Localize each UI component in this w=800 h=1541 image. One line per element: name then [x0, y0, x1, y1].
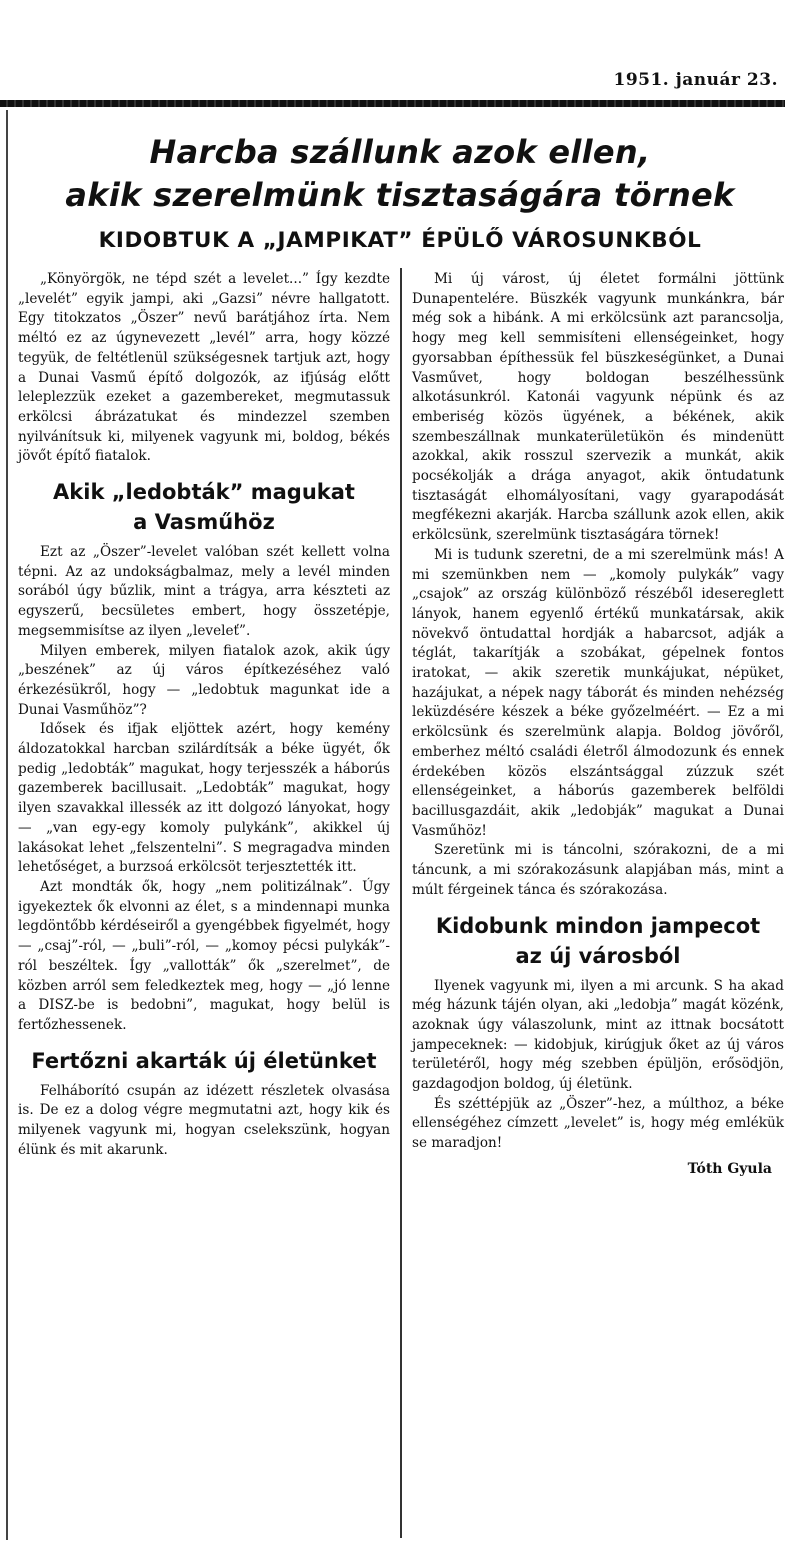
section-title-line: Kidobunk mindon jampecot [435, 913, 761, 938]
section-title-line: a Vasműhöz [133, 510, 275, 535]
section-title-kidobunk [412, 911, 784, 971]
left-column [18, 270, 390, 1160]
paragraph: Mi is tudunk szeretni, de a mi szerelmünk más! A mi szemünkben nem — „komoly pulykák” vagy „csajok” az ország különböző részéből idesereglett lányok, hanem egyenlő értékű munkatársak, akik növekvő öntudattal hordják a habarcsot, adják a téglát, takarítják a szobákat, gépelnek fontos iratokat, — akik szeretik munkájukat, népüket, hazájukat, a népek nagy táborát és minden nehézség leküzdésére készek a béke győzelméért. — Ez a mi erkölcsünk és szerelmünk alapja. Boldog jövőről, emberhez méltó családi életről álmodozunk és ennek érdekében közös elszántsággal zúzzuk szét ellenségeinket, a háborús gazemberek belföldi bacillusgazdáit, akik „ledobják” magukat a Dunai Vasműhöz! [412, 546, 784, 839]
issue-date: 1951. január 23. [613, 70, 778, 90]
left-border-rule [6, 110, 8, 1540]
section-title-line: Akik „ledobták” magukat [53, 480, 355, 505]
author-signature: Tóth Gyula [687, 1160, 772, 1177]
paragraph: És széttépjük az „Öszer”-hez, a múlthoz, a béke ellenségéhez címzett „levelet” is, hogy még emlékük se maradjon! [412, 1095, 784, 1152]
headline-line-1: Harcba szállunk azok ellen, [149, 133, 651, 171]
section-title-ledobtak [18, 477, 390, 537]
paragraph: Szeretünk mi is táncolni, szórakozni, de a mi táncunk, a mi szórakozásunk alapjában más, mint a múlt férgeinek tánca és szórakozása. [412, 842, 784, 898]
paragraph: Milyen emberek, milyen fiatalok azok, akik úgy „beszének” az új város építkezéséhez való érkezésükről, hogy — „ledobtuk magunkat ide a Dunai Vasműhöz”? [18, 642, 390, 718]
subheadline: KIDOBTUK A „JAMPIKAT” ÉPÜLŐ VÁROSUNKBÓL [98, 228, 702, 253]
right-column [412, 270, 784, 1180]
intro-paragraph: „Könyörgök, ne tépd szét a levelet...” Így kezdte „levelét” egyik jampi, aki „Gazsi” névre hallgatott. Egy titokzatos „Öszer” nevű barátjához írta. Nem méltó ez az úgynevezett „levél” arra, hogy közzé tegyük, de feltétlenül szükségesnek tartjuk azt, hogy a Dunai Vasmű építő dolgozók, az ifjúság előtt leleplezzük ezeket a gazembereket, megmutassuk erkölcsi ábrázatukat és mindezzel szemben nyilvánítsuk ki, milyenek vagyunk mi, boldog, békés jövőt építő fiatalok. [18, 271, 390, 465]
top-rule [0, 100, 785, 107]
paragraph: Azt mondták ők, hogy „nem politizálnak”. Úgy igyekeztek ők elvonni az élet, s a mindennapi munka legdöntőbb kérdéseiről a gyengébbek figyelmét, hogy — „csaj”-ról, — „buli”-ról, — „komoy pécsi pulykák”-ról beszéltek. Így „vallották” ők „szerelmet”, de közben arról sem feledkeztek meg, hogy — „jó lenne a DISZ-be is bedobni”, magukat, hogy belül is fertőzhessenek. [18, 878, 390, 1033]
paragraph: Idősek és ifjak eljöttek azért, hogy kemény áldozatokkal harcban szilárdítsák a béke ügyét, ők pedig „ledobták” magukat, hogy terjesszék a háborús gazemberek bacillusait. „Ledobták” magukat, hogy ilyen szavakkal illessék az itt dolgozó lányokat, hogy — „van egy-egy komoly pulykánk”, akikkel új lakásokat lehet „felszentelni”. S megragadva minden lehetőséget, a burzsoá erkölcsöt terjesztették itt. [18, 721, 390, 876]
section-title-fertozni: Fertőzni akarták új életünket [31, 1048, 377, 1073]
paragraph: Mi új várost, új életet formálni jöttünk Dunapentelére. Büszkék vagyunk munkánkra, bár még sok a hibánk. A mi erkölcsünk azt parancsolja, hogy meg kell semmisíteni ellenségeinket, hogy gyorsabban építhessük fel büszkeségünket, a Dunai Vasművet, hogy boldogan beszélhessünk alkotásunkról. Katonái vagyunk népünk és az emberiség közös ügyének, a békének, akik szembeszállnak munkaterületükön és mindenütt azokkal, akik rosszul szervezik a munkát, akik pocsékolják a drága anyagot, akik öntudatunk tisztaságát elhomályosítani, vagy gyarapodását megfékezni akarják. Harcba szállunk azok ellen, akik erkölcsünk, szerelmünk tisztaságára törnek! [412, 271, 784, 544]
section-title-line: az új városból [515, 943, 681, 968]
paragraph: Ilyenek vagyunk mi, ilyen a mi arcunk. S ha akad még házunk tájén olyan, aki „ledobja” magát közénk, azoknak úgy válaszolunk, mint az ittnak bocsátott jampeceknek: — kidobjuk, kirúgjuk őket az új város területéről, hogy még szebben épüljön, erősödjön, gazdagodjon boldog, új életünk. [412, 977, 784, 1093]
headline-line-2: akik szerelmünk tisztaságára törnek [65, 176, 735, 214]
column-divider [400, 268, 402, 1538]
paragraph: Felháborító csupán az idézett részletek olvasása is. De ez a dolog végre megmutatni azt, hogy kik és milyenek vagyunk mi, hogyan cselekszünk, hogyan élünk és mit akarunk. [18, 1082, 390, 1158]
paragraph: Ezt az „Öszer”-levelet valóban szét kellett volna tépni. Az az undokságbalmaz, mely a levél minden sorából úgy bűzlik, mint a trágya, arra készteti az egyszerű, becsületes embert, hogy összetépje, megsemmisítse az ilyen „leveleť”. [18, 544, 390, 639]
